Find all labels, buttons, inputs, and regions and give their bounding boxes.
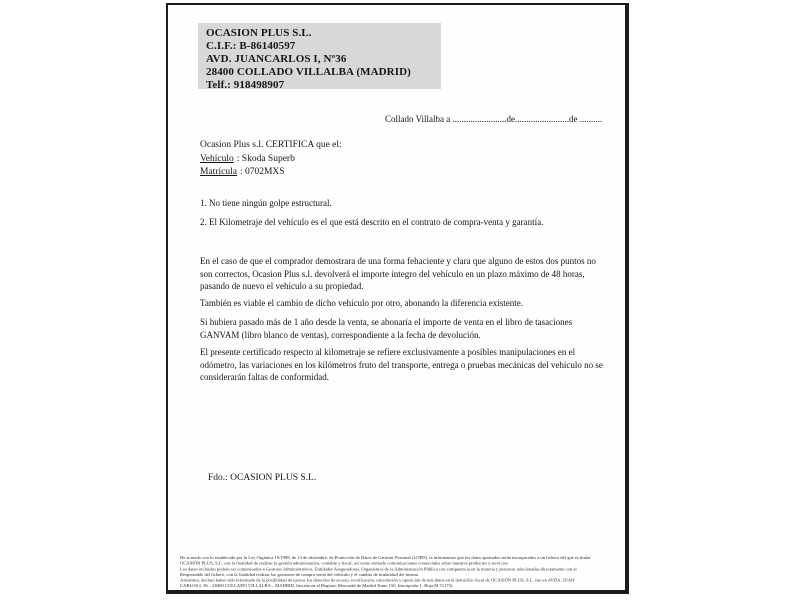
certificate-page — [166, 3, 629, 594]
paragraph-refund: En el caso de que el comprador demostrara de una forma fehaciente y clara que alguno de estos dos puntos no son correctos, Ocasion Plus s.l. devolverá el importe íntegro del vehículo en un plazo máximo de 48 horas, pasando de nuevo el vehículo a su propiedad. — [200, 256, 596, 291]
plate-row — [200, 166, 342, 180]
footer-line: De acuerdo con lo establecido por la Ley Orgánica 15/1999, de 13 de diciembre, de Protección de Datos de Carácter Personal (LOPD), le informamos que los datos aportados serán incorporados a un fichero del que es titular — [180, 555, 591, 560]
date-line: Collado Villalba a ........................de........................de .......... — [385, 114, 603, 124]
company-city: 28400 COLLADO VILLALBA (MADRID) — [206, 66, 411, 78]
company-address: AVD. JUANCARLOS I, Nº36 — [206, 53, 347, 65]
footer-line: Asimismo, declaro haber sido informado de la posibilidad de ejercer los derechos de acceso, rectificación, cancelación y oposición de mis datos en el domicilio fiscal de OCASIÓN PLUS, S.L. sito en AVDA. JUAN — [180, 577, 575, 583]
vehicle-value: : Skoda Superb — [236, 153, 295, 164]
paragraph-odometer: El presente certificado respecto al kilometraje se refiere exclusivamente a posibles manipulaciones en el odómetro, las variaciones en los kilómetros fruto del transporte, entrega o pruebas mecánicas del vehículo no se considerarán faltas de conformidad. — [200, 347, 603, 382]
signature-line: Fdo.: OCASION PLUS S.L. — [208, 473, 317, 483]
company-phone: Telf.: 918498907 — [206, 79, 285, 91]
vehicle-row — [200, 153, 342, 167]
plate-value: : 0702MXS — [239, 167, 285, 177]
company-cif: C.I.F.: B-86140597 — [206, 40, 296, 52]
letterhead-block — [198, 23, 441, 89]
clause-mileage: 2. El Kilometraje del vehículo es el que está descrito en el contrato de compra-venta y garantía. — [200, 217, 544, 227]
company-name: OCASION PLUS S.L. — [206, 27, 312, 39]
footer-line: OCASIÓN PLUS, S.L. con la finalidad de realizar la gestión administrativa, contable y fiscal, así como enviarle comunicaciones comerciales sobre nuestros productos y servicios. — [180, 560, 509, 566]
certify-intro: Ocasion Plus s.l. CERTIFICA que el: — [200, 140, 342, 150]
footer-line: CARLOS I, 36 – 28400 COLLADO VILLALBA – MADRID. Inscrita en el Registro Mercantil de Madrid Tomo 150, Inscripción 1, Hoja M 51173) — [180, 583, 453, 589]
footer-line: Los datos incluidos podrán ser comunicados a Gestores Administrativos, Entidades Aseguradoras, Organismos de la Administración Pública con competencia en la materia y personas relacionadas directamente con el — [180, 566, 577, 572]
clause-structural: 1. No tiene ningún golpe estructural. — [200, 198, 332, 208]
paragraph-exchange: También es viable el cambio de dicho vehículo por otro, abonando la diferencia existente. — [200, 298, 524, 308]
vehicle-label: Vehículo — [200, 153, 234, 164]
certify-block — [200, 139, 342, 180]
paragraph-ganvam: Si hubiera pasado más de 1 año desde la venta, se abonaría el importe de venta en el libro de tasaciones GANVAM (libro blanco de ventas), correspondiente a la fecha de devolución. — [200, 317, 573, 340]
legal-footer — [180, 555, 632, 589]
plate-label: Matrícula — [200, 167, 237, 177]
footer-line: Responsable del fichero, con la finalidad realizar las gestiones de compra venta del vehículo y el cambio de titularidad del mismo. — [180, 571, 420, 577]
